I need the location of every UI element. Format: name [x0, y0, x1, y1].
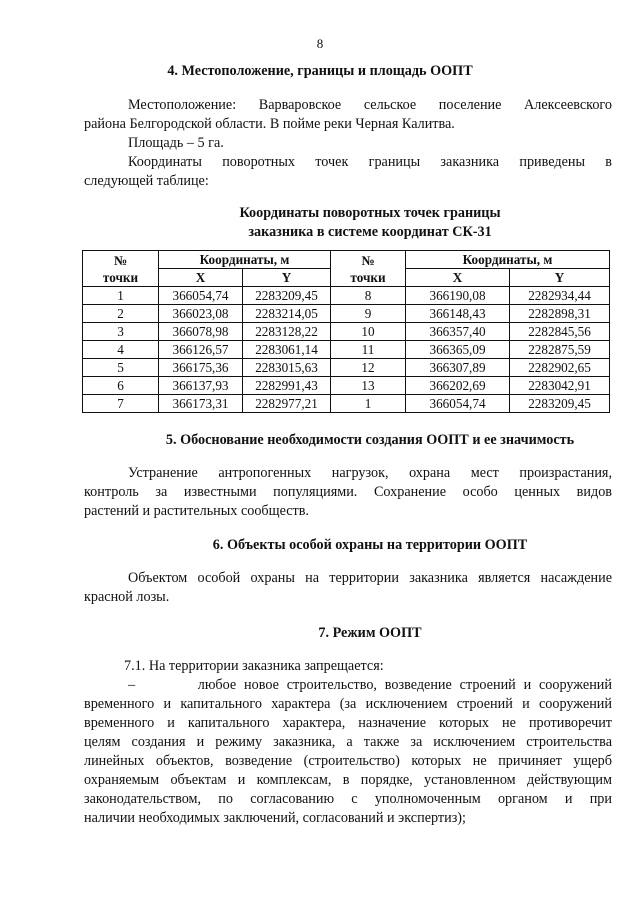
point-number: 13	[331, 377, 406, 395]
section-5-title: 5. Обоснование необходимости создания ООПТ и ее значимость	[165, 432, 575, 448]
point-number: 8	[331, 287, 406, 305]
point-number: 1	[331, 395, 406, 413]
y-value: 2282845,56	[510, 323, 610, 341]
header-coords-left: Координаты, м	[159, 251, 331, 269]
location-line-1: Местоположение: Варваровское сельское поселение Алексеевского	[128, 97, 612, 113]
y-value: 2283209,45	[243, 287, 331, 305]
y-value: 2282875,59	[510, 341, 610, 359]
section-6-line-2: красной лозы.	[84, 589, 170, 605]
prohibition-line-1: – любое новое строительство, возведение строений и сооружений	[128, 677, 612, 693]
point-number: 7	[83, 395, 159, 413]
header-y-left: Y	[243, 269, 331, 287]
prohibition-line-5: линейных объектов, возведение (строительство) которых не причиняет ущерб	[84, 753, 612, 769]
table-title-line-1: Координаты поворотных точек границы	[239, 205, 501, 221]
table-row	[83, 305, 610, 323]
section-4-title: 4. Местоположение, границы и площадь ООПТ	[167, 63, 473, 79]
y-value: 2282934,44	[510, 287, 610, 305]
table-row	[83, 323, 610, 341]
page-number: 8	[316, 36, 324, 51]
header-point-no-left	[83, 251, 159, 287]
prohibition-line-7: законодательством, по согласованию с уполномоченным органом и при	[84, 791, 612, 807]
point-number: 10	[331, 323, 406, 341]
prohibition-line-2: временного и капитального характера (за исключением строений и сооружений	[84, 696, 612, 712]
prohibition-line-8: наличии необходимых заключений, согласований и экспертиз);	[84, 810, 466, 826]
coords-intro-line-2: следующей таблице:	[84, 173, 209, 189]
point-number: 2	[83, 305, 159, 323]
section-5-line-1: Устранение антропогенных нагрузок, охрана мест произрастания,	[128, 465, 612, 481]
point-number: 12	[331, 359, 406, 377]
header-y-right: Y	[510, 269, 610, 287]
header-point-word: точки	[350, 269, 386, 285]
y-value: 2283128,22	[243, 323, 331, 341]
prohibition-line-3: временного и капитального характера, назначение которых не противоречит	[84, 715, 612, 731]
y-value: 2282991,43	[243, 377, 331, 395]
y-value: 2283015,63	[243, 359, 331, 377]
x-value: 366365,09	[406, 341, 510, 359]
x-value: 366126,57	[159, 341, 243, 359]
coordinates-table	[82, 250, 610, 413]
table-header-row-1	[83, 251, 610, 269]
x-value: 366190,08	[406, 287, 510, 305]
y-value: 2282902,65	[510, 359, 610, 377]
x-value: 366137,93	[159, 377, 243, 395]
header-x-right: X	[406, 269, 510, 287]
point-number: 9	[331, 305, 406, 323]
y-value: 2283209,45	[510, 395, 610, 413]
table-row	[83, 359, 610, 377]
point-number: 3	[83, 323, 159, 341]
prohibition-line-4: целям создания и режиму заказника, а также за исключением строительства	[84, 734, 612, 750]
table-row	[83, 395, 610, 413]
section-5-line-3: растений и растительных сообществ.	[84, 503, 309, 519]
x-value: 366054,74	[406, 395, 510, 413]
header-no-symbol: №	[361, 252, 375, 268]
x-value: 366173,31	[159, 395, 243, 413]
x-value: 366078,98	[159, 323, 243, 341]
header-point-no-right	[331, 251, 406, 287]
y-value: 2283061,14	[243, 341, 331, 359]
table-row	[83, 377, 610, 395]
table-row	[83, 287, 610, 305]
header-coords-right: Координаты, м	[406, 251, 610, 269]
point-number: 5	[83, 359, 159, 377]
y-value: 2282977,21	[243, 395, 331, 413]
x-value: 366148,43	[406, 305, 510, 323]
point-number: 4	[83, 341, 159, 359]
x-value: 366202,69	[406, 377, 510, 395]
point-number: 11	[331, 341, 406, 359]
x-value: 366054,74	[159, 287, 243, 305]
x-value: 366357,40	[406, 323, 510, 341]
coords-intro-line-1: Координаты поворотных точек границы заказника приведены в	[128, 154, 612, 170]
point-number: 1	[83, 287, 159, 305]
item-7-1: 7.1. На территории заказника запрещается:	[124, 658, 384, 674]
section-5-line-2: контроль за известными популяциями. Сохранение особо ценных видов	[84, 484, 612, 500]
x-value: 366023,08	[159, 305, 243, 323]
header-x-left: X	[159, 269, 243, 287]
section-6-line-1: Объектом особой охраны на территории заказника является насаждение	[128, 570, 612, 586]
table-title-line-2: заказника в системе координат СК-31	[248, 224, 492, 240]
y-value: 2283214,05	[243, 305, 331, 323]
header-point-word: точки	[102, 269, 139, 285]
section-6-title: 6. Объекты особой охраны на территории ООПТ	[212, 537, 528, 553]
point-number: 6	[83, 377, 159, 395]
prohibition-line-6: охраняемым объектам и комплексам, в порядке, установленном действующим	[84, 772, 612, 788]
table-row	[83, 341, 610, 359]
x-value: 366175,36	[159, 359, 243, 377]
x-value: 366307,89	[406, 359, 510, 377]
section-7-title: 7. Режим ООПТ	[318, 625, 422, 641]
y-value: 2283042,91	[510, 377, 610, 395]
area-line: Площадь – 5 га.	[128, 135, 224, 151]
y-value: 2282898,31	[510, 305, 610, 323]
header-no-symbol: №	[113, 252, 128, 268]
location-line-2: района Белгородской области. В пойме реки Черная Калитва.	[84, 116, 455, 132]
